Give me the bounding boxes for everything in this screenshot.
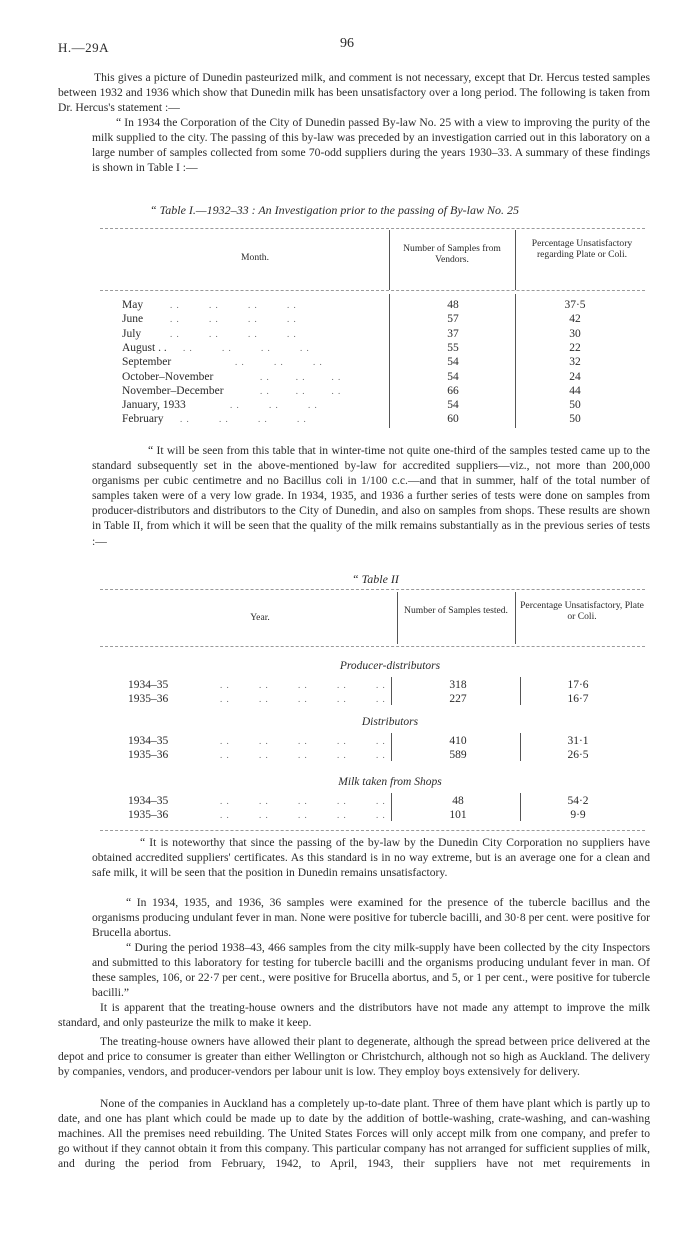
paragraph-quote-5: “ During the period 1938–43, 466 samples from the city milk-supply have been collected by the city Inspectors and submitted to this laboratory for testing for tubercle bacilli and the organisms producing undulant fever in man. Of these samples, 106, or 22·7 per cent., were positive for Brucella abortus, and 5, or 1 per cent., were positive for tubercle bacilli.” [92,941,650,1000]
table2-leader-dots: . . . . . . . . . . [220,736,386,746]
table1-month: July [122,327,142,340]
table1-row [0,370,700,384]
table1-divider-1 [389,230,390,290]
table2-year: 1935–36 [128,749,169,761]
table2-samples: 589 [449,749,467,761]
table2-row [0,808,700,822]
table1-samples: 60 [447,413,459,426]
paragraph-intro: This gives a picture of Dunedin pasteurized milk, and comment is not necessary, except that Dr. Hercus tested samples between 1932 and 1936 which show that Dunedin milk has been unsatisfactory over a long period. The following is taken from Dr. Hercus's statement :— [58,71,650,115]
table1-leader-dots: . . . . . . [260,371,342,382]
paragraph-quote-4: “ In 1934, 1935, and 1936, 36 samples were examined for the presence of the tubercle bacillus and the organisms producing undulant fever in man. None were positive for tubercle bacilli, and 30·8 per cent. were positive for Brucella abortus. [92,896,650,940]
page-number: 96 [340,36,354,51]
table1-month: September [122,356,172,369]
table1-samples: 57 [447,313,459,326]
table1-samples: 37 [447,327,459,340]
table2-row [0,748,700,762]
table1-samples: 54 [447,370,459,383]
table2-header-percent: Percentage Unsatisfactory, Plate or Coli. [520,600,644,622]
table1-row [0,384,700,398]
table1-top-rule [100,228,645,229]
table1-percent: 32 [569,356,581,369]
table2-bottom-rule [100,830,645,831]
table1-divider-2 [515,230,516,290]
table2-percent: 9·9 [570,809,586,821]
table2-percent: 31·1 [567,735,589,747]
table1-percent: 50 [569,413,581,426]
table1-samples: 54 [447,356,459,369]
table2-samples: 101 [449,809,467,821]
table1-leader-dots: . . . . . . . . [170,300,326,310]
table1-percent: 44 [569,384,581,397]
table2-group-title: Producer-distributors [339,660,441,672]
paragraph-auckland: None of the companies in Auckland has a completely up-to-date plant. Three of them have plant which is partly up to date, and one has plant which could be made up to date by the addition of bottle-washing, crate-washing, and can-washing machines. All the premises need rebuilding. The United States Forces will only accept milk from one company, and prefer to go without if they cannot obtain it from this company. This particular company has not arranged for sufficient supplies of milk, and during the period from February, 1942, to April, 1943, their suppliers have not met requirements in [58,1097,650,1171]
table2-samples: 410 [449,735,467,747]
table1-leader-dots: . . . . . . [235,357,352,368]
table2-top-rule [100,589,645,590]
paragraph-quote-3: “ It is noteworthy that since the passing of the by-law by the Dunedin City Corporation no suppliers have obtained accredited suppliers' certificates. As this standard is in no way extreme, but is an average one for a clean and safe milk, it will be seen that the position in Dunedin remains unsatisfactory. [92,836,650,880]
table1-month: November–December [122,384,224,397]
table2-samples: 48 [452,795,464,807]
table1-row [0,355,700,369]
table2-header-year: Year. [250,612,270,623]
table2-percent: 26·5 [567,749,589,761]
table1-samples: 48 [447,299,459,311]
table2-row [0,678,700,692]
table2-percent: 16·7 [567,693,589,705]
table2-samples: 318 [449,679,467,691]
table1-percent: 37·5 [564,299,586,311]
paragraph-quote-1: “ In 1934 the Corporation of the City of Dunedin passed By-law No. 25 with a view to improving the purity of the milk supplied to the city. The passing of this by-law was preceded by an investigation carried out in this laboratory on a large number of samples collected from some 70-odd suppliers during the years 1930–33. A summary of these findings is shown in Table I :— [92,116,650,175]
table1-row [0,327,700,341]
table1-row [0,412,700,426]
quote2-text: “ It will be seen from this table that in winter-time not quite one-third of the samples tested came up to the standard subsequently set in the above-mentioned by-law for accredited suppliers—viz., not more than 200,000 organisms per cubic centimetre and no Bacillus coli in 1/100 c.c.—and that in summer, half of the total number of samples taken were of a very low grade. In 1934, 1935, and 1936 a further series of tests were done on samples from producer-distributors and distributors to the City of Dunedin, and also on samples from shops. These results are shown in Table II, from which it will be seen that the quality of the milk remains substantially as in the previous series of tests :— [92,444,650,548]
table2-caption: “ Table II [352,572,399,586]
table1-month: June [122,313,144,326]
table2-samples: 227 [449,693,467,705]
table1-month: August . . [122,341,167,354]
table1-samples: 55 [447,341,459,354]
table2-year: 1934–35 [128,679,169,691]
table2-divider-2 [515,592,516,644]
table1-header-samples: Number of Samples from Vendors. [403,243,501,265]
table2-percent: 54·2 [567,795,589,807]
table1-month: February [122,413,164,426]
table2-year: 1935–36 [128,809,169,821]
table2-row [0,734,700,748]
paragraph-degenerate: The treating-house owners have allowed their plant to degenerate, although the spread between price delivered at the depot and price to consumer is greater than either Wellington or Christchurch, although not so high as Auckland. The delivery by companies, vendors, and producer-vendors per labour unit is low. They employ boys extensively for delivery. [58,1035,650,1079]
table2-header-rule [100,646,645,647]
table1-caption: “ Table I.—1932–33 : An Investigation prior to the passing of By-law No. 25 [150,203,520,217]
table2-row [0,692,700,706]
table1-leader-dots: . . . . . . [260,385,342,396]
table1-leader-dots: . . . . . . . . [183,342,339,353]
table1-percent: 24 [569,370,581,383]
table1-row [0,312,700,326]
table1-leader-dots: . . . . . . . . [170,314,326,325]
table1-percent: 22 [569,341,581,354]
paragraph-treating-house: It is apparent that the treating-house owners and the distributors have not made any attempt to improve the milk standard, and only pasteurize the milk to make it keep. [58,1001,650,1030]
table2-leader-dots: . . . . . . . . . . [220,694,386,704]
table2-group-title: Milk taken from Shops [338,776,442,788]
paragraph-quote-2 [92,443,650,549]
table1-leader-dots: . . . . . . [230,400,347,411]
table2-year: 1935–36 [128,693,169,705]
report-reference: H.—29A [58,40,110,55]
table1-leader-dots: . . . . . . . . [170,328,326,339]
table1-row [0,298,700,312]
table2-year: 1934–35 [128,795,169,807]
table2-leader-dots: . . . . . . . . . . [220,750,386,760]
table1-month: May [122,299,144,311]
table1-header-percent: Percentage Unsatisfactory regarding Plate or Coli. [531,238,633,260]
table1-row [0,398,700,412]
table1-samples: 66 [447,384,459,397]
table1-header-rule [100,290,645,291]
table1-header-month: Month. [241,252,269,263]
table1-samples: 54 [447,399,459,412]
table2-row [0,794,700,808]
table2-leader-dots: . . . . . . . . . . [220,796,386,806]
table2-leader-dots: . . . . . . . . . . [220,680,386,690]
table1-row [0,341,700,355]
table2-leader-dots: . . . . . . . . . . [220,810,386,820]
table2-year: 1934–35 [128,735,169,747]
table1-percent: 50 [569,399,581,412]
table2-divider-1 [397,592,398,644]
table1-month: October–November [122,370,214,383]
table1-month: January, 1933 [122,399,186,412]
table2-header-samples: Number of Samples tested. [404,605,508,616]
table2-percent: 17·6 [567,679,589,691]
table2-group-title: Distributors [361,716,419,728]
table1-percent: 30 [569,327,581,340]
table1-percent: 42 [569,313,581,326]
table1-leader-dots: . . . . . . . . [180,414,336,425]
